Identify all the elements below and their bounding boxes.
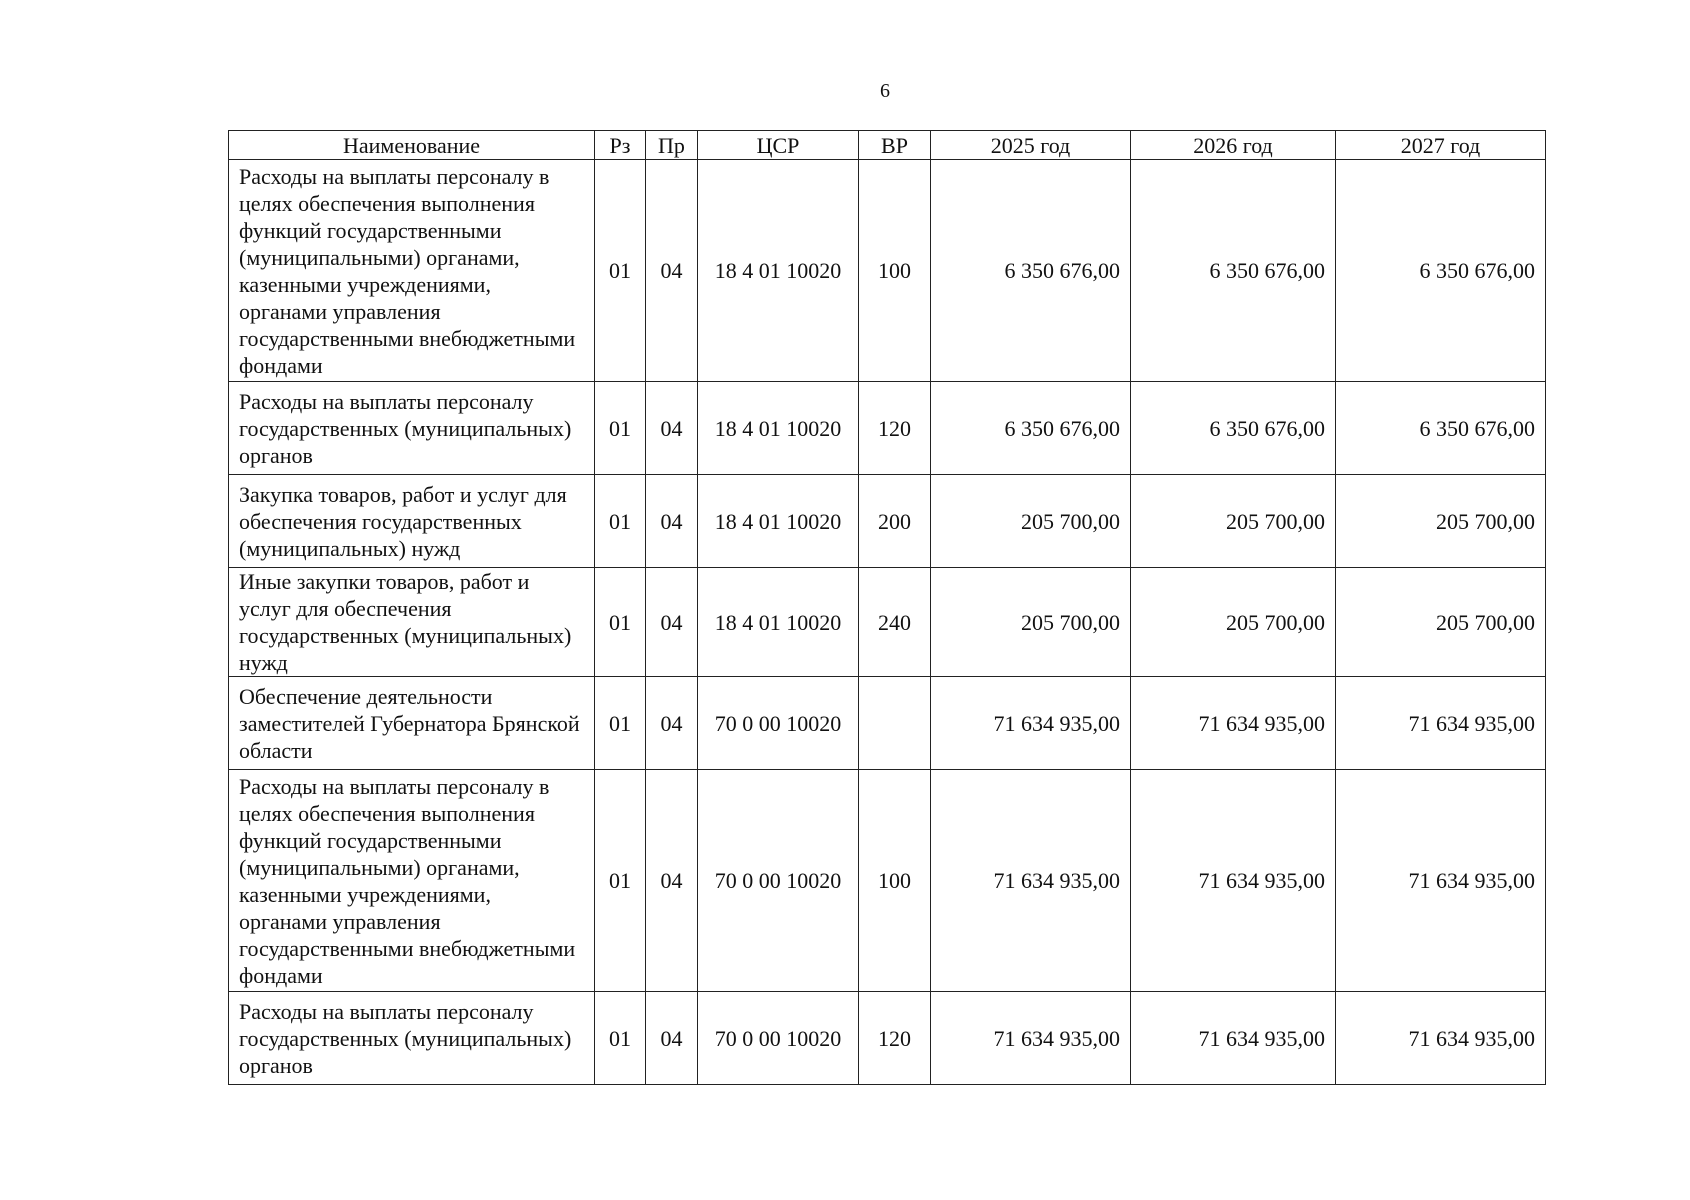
table-row (229, 992, 1546, 1085)
cell-vr (859, 677, 931, 770)
cell-name: Расходы на выплаты персоналу государственных (муниципальных) органов (229, 382, 595, 475)
cell-2027: 71 634 935,00 (1336, 992, 1546, 1085)
table-row (229, 770, 1546, 992)
table-row (229, 677, 1546, 770)
cell-pr: 04 (646, 160, 698, 382)
header-row (229, 131, 1546, 160)
cell-vr: 100 (859, 770, 931, 992)
cell-rz: 01 (595, 677, 646, 770)
cell-2027: 71 634 935,00 (1336, 677, 1546, 770)
cell-rz: 01 (595, 568, 646, 677)
cell-pr: 04 (646, 770, 698, 992)
budget-table (228, 130, 1546, 1085)
cell-csr: 70 0 00 10020 (698, 992, 859, 1085)
table-row (229, 568, 1546, 677)
cell-name: Расходы на выплаты персоналу в целях обеспечения выполнения функций государственными (муниципальными) органами, казенными учреждениями, органами управления государственными внебюджетными фондами (229, 770, 595, 992)
cell-name: Закупка товаров, работ и услуг для обеспечения государственных (муниципальных) нужд (229, 475, 595, 568)
cell-pr: 04 (646, 568, 698, 677)
cell-pr: 04 (646, 382, 698, 475)
cell-name: Обеспечение деятельности заместителей Губернатора Брянской области (229, 677, 595, 770)
cell-2026: 71 634 935,00 (1131, 770, 1336, 992)
cell-rz: 01 (595, 475, 646, 568)
cell-rz: 01 (595, 992, 646, 1085)
cell-2027: 6 350 676,00 (1336, 160, 1546, 382)
cell-2025: 71 634 935,00 (931, 770, 1131, 992)
header-name: Наименование (229, 131, 595, 160)
table-body (229, 160, 1546, 1085)
cell-vr: 120 (859, 992, 931, 1085)
cell-2026: 205 700,00 (1131, 475, 1336, 568)
cell-2027: 205 700,00 (1336, 568, 1546, 677)
cell-name: Иные закупки товаров, работ и услуг для обеспечения государственных (муниципальных) нужд (229, 568, 595, 677)
header-2027: 2027 год (1336, 131, 1546, 160)
cell-2026: 6 350 676,00 (1131, 160, 1336, 382)
cell-vr: 120 (859, 382, 931, 475)
table-row (229, 160, 1546, 382)
cell-pr: 04 (646, 992, 698, 1085)
cell-2025: 6 350 676,00 (931, 382, 1131, 475)
header-2026: 2026 год (1131, 131, 1336, 160)
cell-pr: 04 (646, 677, 698, 770)
cell-csr: 70 0 00 10020 (698, 770, 859, 992)
cell-csr: 18 4 01 10020 (698, 568, 859, 677)
cell-2025: 205 700,00 (931, 475, 1131, 568)
header-pr: Пр (646, 131, 698, 160)
header-rz: Рз (595, 131, 646, 160)
cell-2026: 71 634 935,00 (1131, 992, 1336, 1085)
header-vr: ВР (859, 131, 931, 160)
page-number: 6 (880, 80, 890, 102)
cell-csr: 70 0 00 10020 (698, 677, 859, 770)
cell-pr: 04 (646, 475, 698, 568)
cell-2026: 71 634 935,00 (1131, 677, 1336, 770)
header-2025: 2025 год (931, 131, 1131, 160)
cell-2027: 6 350 676,00 (1336, 382, 1546, 475)
cell-csr: 18 4 01 10020 (698, 475, 859, 568)
header-csr: ЦСР (698, 131, 859, 160)
cell-rz: 01 (595, 382, 646, 475)
table-row (229, 475, 1546, 568)
cell-2027: 205 700,00 (1336, 475, 1546, 568)
cell-2026: 6 350 676,00 (1131, 382, 1336, 475)
cell-rz: 01 (595, 770, 646, 992)
table-header (229, 131, 1546, 160)
cell-name: Расходы на выплаты персоналу государственных (муниципальных) органов (229, 992, 595, 1085)
cell-name: Расходы на выплаты персоналу в целях обеспечения выполнения функций государственными (муниципальными) органами, казенными учреждениями, органами управления государственными внебюджетными фондами (229, 160, 595, 382)
cell-2025: 6 350 676,00 (931, 160, 1131, 382)
cell-csr: 18 4 01 10020 (698, 382, 859, 475)
cell-2025: 71 634 935,00 (931, 677, 1131, 770)
cell-2026: 205 700,00 (1131, 568, 1336, 677)
cell-2025: 71 634 935,00 (931, 992, 1131, 1085)
cell-2027: 71 634 935,00 (1336, 770, 1546, 992)
cell-rz: 01 (595, 160, 646, 382)
table-row (229, 382, 1546, 475)
cell-vr: 200 (859, 475, 931, 568)
cell-csr: 18 4 01 10020 (698, 160, 859, 382)
cell-vr: 100 (859, 160, 931, 382)
cell-vr: 240 (859, 568, 931, 677)
cell-2025: 205 700,00 (931, 568, 1131, 677)
